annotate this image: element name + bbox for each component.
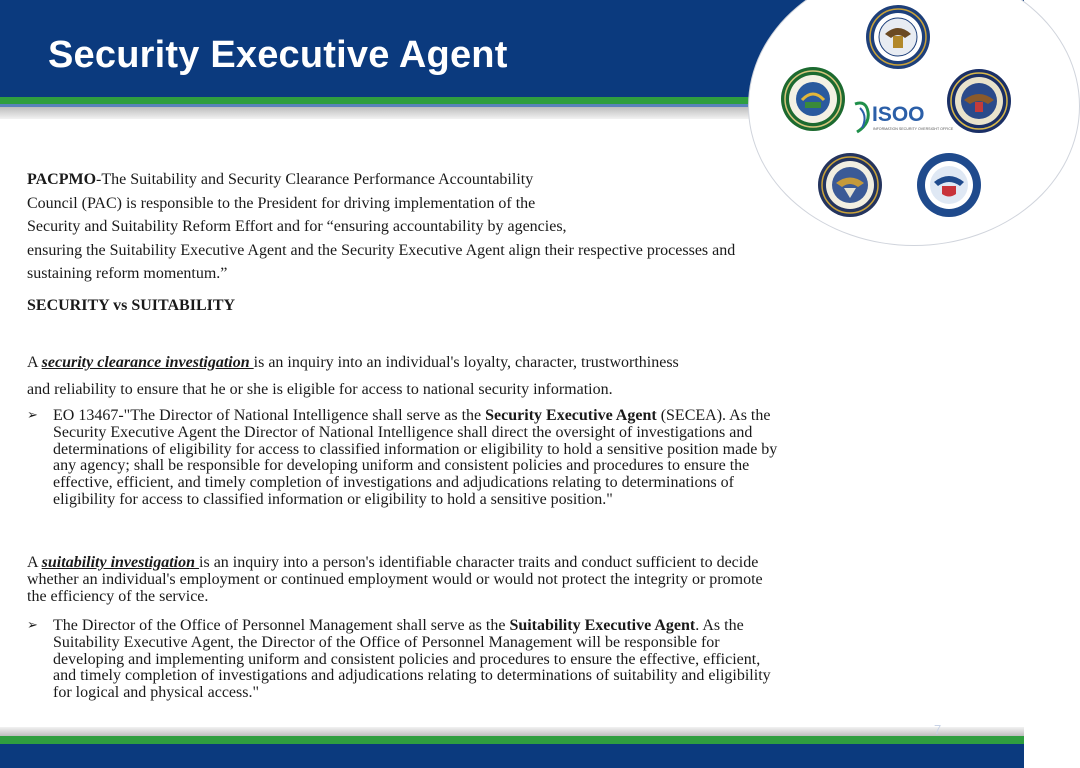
security-bullet-line-5: effective, efficient, and timely completion of investigations and adjudications relating to determinations of xyxy=(53,474,734,492)
footer-green-stripe xyxy=(0,736,1024,744)
section-heading: SECURITY vs SUITABILITY xyxy=(27,297,236,314)
suitability-prefix: A xyxy=(27,554,42,571)
security-bullet-text xyxy=(53,408,977,509)
security-prefix: A xyxy=(27,354,42,371)
security-executive-agent-term: Security Executive Agent xyxy=(485,407,657,424)
suitability-line-3: the efficiency of the service. xyxy=(27,588,209,605)
suitability-investigation-paragraph xyxy=(27,554,987,605)
pacpmo-paragraph xyxy=(27,168,987,286)
suitability-bullet-line-5: for logical and physical access." xyxy=(53,684,260,702)
security-bullet-line-1a: EO 13467-"The Director of National Intelligence shall serve as the xyxy=(53,407,486,424)
suitability-bullet-line-3: developing and implementing uniform and consistent policies and procedures to ensure the effective, efficient, xyxy=(53,650,761,668)
presidential-seal-icon xyxy=(946,68,1012,134)
suitability-investigation-term: suitability investigation xyxy=(41,554,200,571)
isoo-subtext: INFORMATION SECURITY OVERSIGHT OFFICE xyxy=(873,127,954,131)
security-clearance-investigation-term: security clearance investigation xyxy=(41,354,254,371)
pacpmo-line-3: Security and Suitability Reform Effort and for “ensuring accountability by agencies, xyxy=(27,218,567,235)
security-bullet-line-3: determinations of eligibility for access to classified information or eligibility to hold a sensitive position made by xyxy=(53,440,778,458)
suitability-bullet-line-4: and timely completion of investigations and adjudications relating to determinations of suitability and eligibility xyxy=(53,667,771,685)
footer-bar xyxy=(0,744,1024,768)
suitability-line-2: whether an individual's employment or continued employment would or would not protect the integrity or promote xyxy=(27,571,763,588)
security-bullet-line-4: any agency; shall be responsible for developing uniform and consistent policies and procedures to ensure the xyxy=(53,457,750,475)
security-line-1: is an inquiry into an individual's loyalty, character, trustworthiness xyxy=(253,354,679,371)
security-investigation-paragraph xyxy=(27,349,987,403)
pacpmo-line-5: sustaining reform momentum.” xyxy=(27,265,228,282)
suitability-line-1: is an inquiry into a person's identifiable character traits and conduct sufficient to decide xyxy=(199,554,759,571)
security-bullet-line-2: Security Executive Agent the Director of National Intelligence shall direct the oversight of investigations and xyxy=(53,423,753,441)
arrow-bullet-icon: ➢ xyxy=(27,408,38,423)
security-bullet-line-1b: (SECEA). As the xyxy=(656,407,771,424)
suitability-bullet-line-1b: . As the xyxy=(695,617,744,634)
department-of-energy-seal-icon xyxy=(780,66,846,132)
suitability-bullet-line-2: Suitability Executive Agent, the Director of the Office of Personnel Management will be responsible for xyxy=(53,633,720,651)
pacpmo-term: PACPMO xyxy=(27,171,97,188)
security-bullet-line-6: eligibility for access to classified information or eligibility to hold a sensitive position." xyxy=(53,490,613,508)
security-executive-agent-bullet xyxy=(27,408,977,509)
suitability-bullet-line-1a: The Director of the Office of Personnel Management shall serve as the xyxy=(53,617,510,634)
arrow-bullet-icon: ➢ xyxy=(27,618,38,633)
slide-title: Security Executive Agent xyxy=(48,34,508,76)
suitability-executive-agent-bullet xyxy=(27,618,977,702)
pacpmo-line-2: Council (PAC) is responsible to the President for driving implementation of the xyxy=(27,194,536,212)
isoo-text: ISOO xyxy=(872,103,925,126)
security-line-2: and reliability to ensure that he or she is eligible for access to national security information. xyxy=(27,381,613,398)
footer-gray-stripe xyxy=(0,727,1024,736)
suitability-executive-agent-term: Suitability Executive Agent xyxy=(509,617,696,634)
suitability-bullet-text xyxy=(53,618,977,702)
isoo-logo-icon xyxy=(852,98,954,138)
pacpmo-line-1: -The Suitability and Security Clearance Performance Accountability xyxy=(96,171,534,188)
page-number: 7 xyxy=(934,722,942,737)
pacpmo-line-4: ensuring the Suitability Executive Agent and the Security Executive Agent align their respective processes and xyxy=(27,241,736,259)
intelligence-community-seal-icon xyxy=(865,4,931,70)
